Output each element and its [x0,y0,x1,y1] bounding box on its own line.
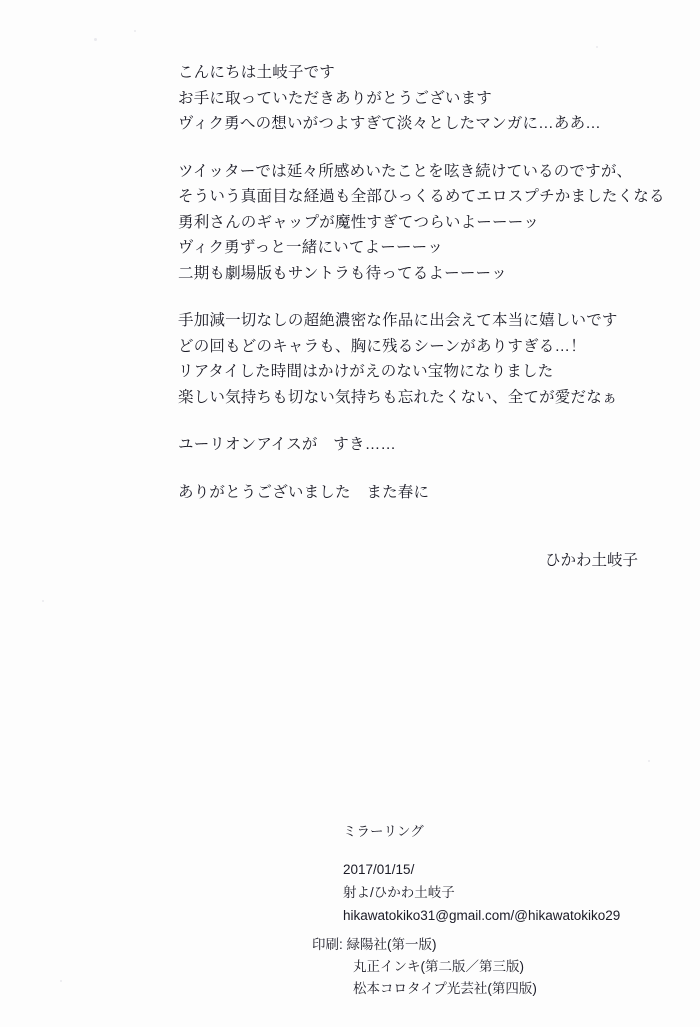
afterword-body [178,60,665,505]
afterword-line: お手に取っていただきありがとうございます [178,89,493,107]
afterword-paragraph [178,308,638,410]
paper-speck [648,760,650,762]
afterword-line: ありがとうございました また春に [178,483,430,501]
afterword-paragraph [178,159,665,287]
afterword-line: そういう真面目な経過も全部ひっくるめてエロスプチかましたくなる [178,188,665,205]
print-vendor: 丸正インキ(第二版／第三版) [353,959,524,974]
afterword-paragraph [178,480,638,506]
afterword-line: ユーリオンアイスが すき…… [178,436,397,453]
afterword-line: ヴィク勇への想いがつよすぎて淡々としたマンガに…ああ… [178,115,601,132]
colophon-title: ミラーリング [343,824,424,839]
colophon-details [343,858,620,927]
paper-speck [42,600,44,602]
paper-speck [134,30,136,32]
afterword-line: 勇利さんのギャップが魔性すぎてつらいよーーーッ [178,213,540,231]
colophon-circle: 射よ/ひかわ土岐子 [343,885,455,900]
afterword-line: ツイッターでは延々所感めいたことを呟き続けているのですが、 [178,162,633,180]
afterword-line: 手加減一切なしの超絶濃密な作品に出会えて本当に嬉しいです [178,312,618,329]
afterword-paragraph [178,432,638,458]
afterword-line: こんにちは土岐子です [178,64,336,81]
author-signature: ひかわ土岐子 [544,552,638,569]
afterword-line: 楽しい気持ちも切ない気持ちも忘れたくない、全てが愛だなぁ [178,388,618,406]
paper-speck [60,980,62,982]
print-vendor: 松本コロタイプ光芸社(第四版) [353,981,537,996]
colophon-contact: hikawatokiko31@gmail.com/@hikawatokiko29 [343,908,621,923]
afterword-line: 二期も劇場版もサントラも待ってるよーーーッ [178,264,507,282]
colophon-date: 2017/01/15/ [343,862,415,877]
paper-speck [596,46,598,48]
afterword-line: ヴィク勇ずっと一緒にいてよーーーッ [178,239,444,256]
afterword-line: どの回もどのキャラも、胸に残るシーンがありすぎる…！ [178,337,586,355]
print-line [312,934,537,956]
print-vendor: 緑陽社(第一版) [346,937,437,952]
print-label: 印刷: [312,937,343,952]
afterword-line: リアタイした時間はかけがえのない宝物になりました [178,363,554,380]
paper-speck [94,38,97,41]
afterword-paragraph [178,60,638,137]
colophon-print-info [312,934,537,1000]
